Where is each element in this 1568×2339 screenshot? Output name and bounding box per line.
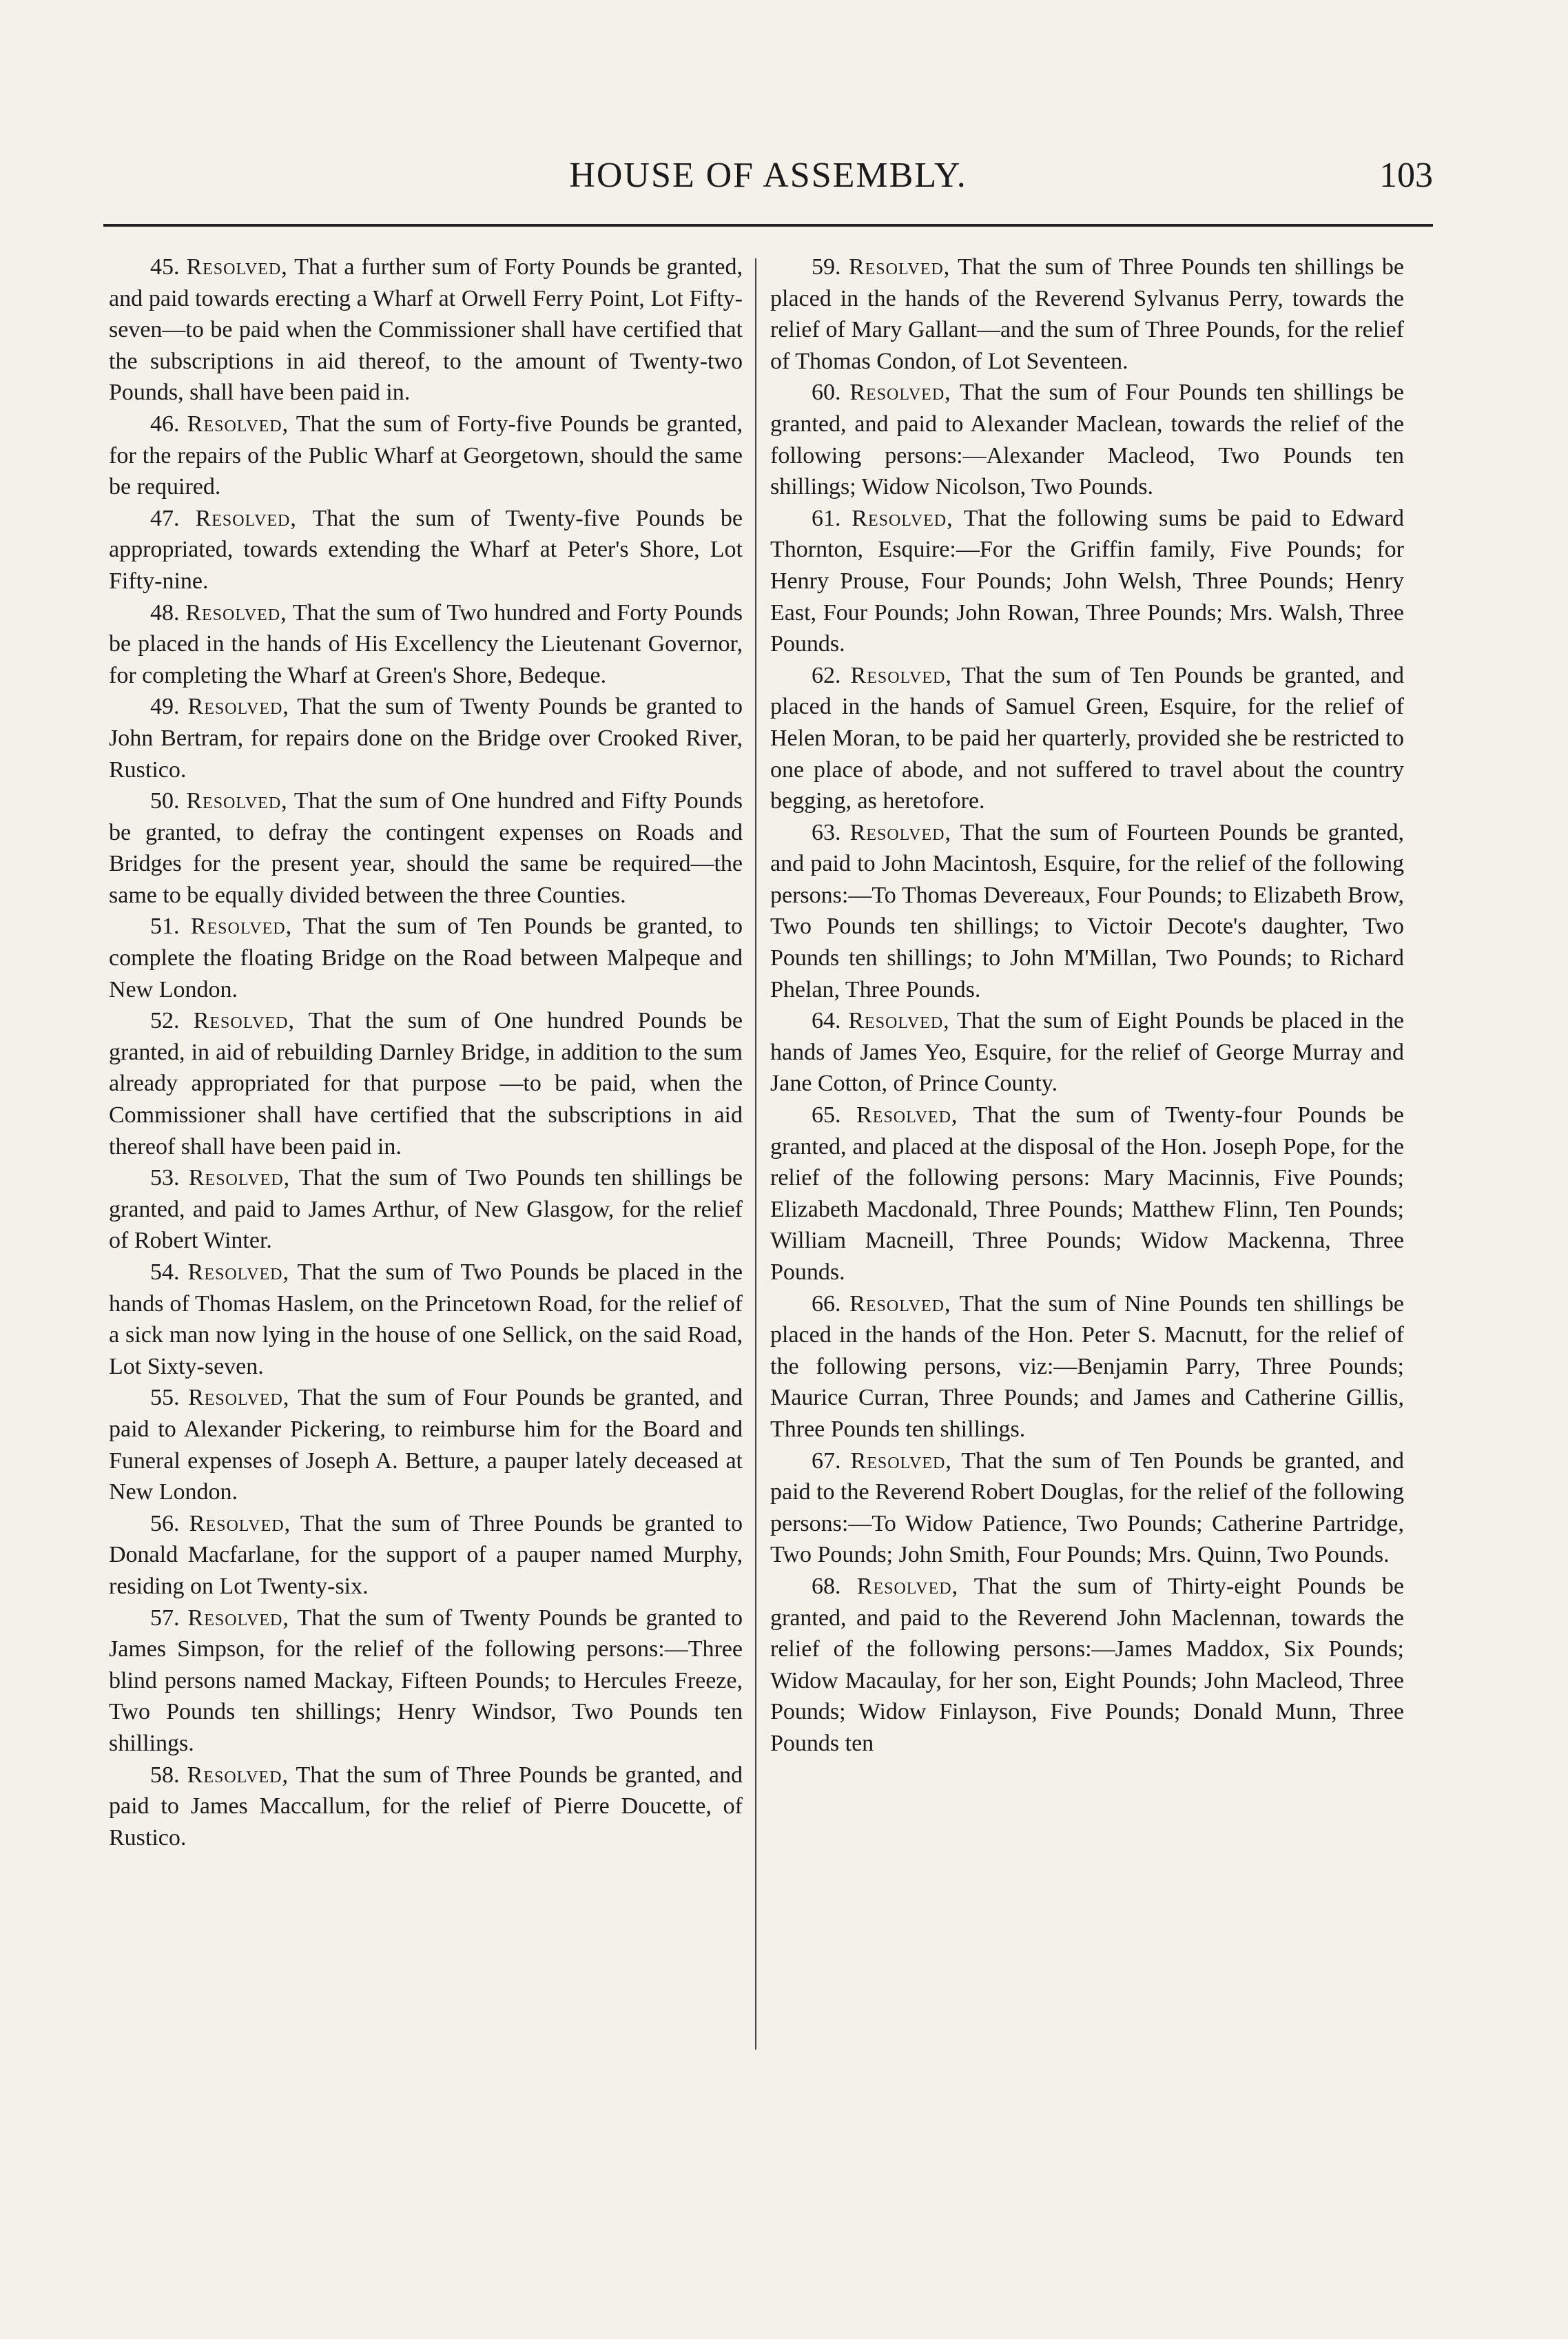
resolution-text: That the sum of Four Pounds ten shillings be granted, and paid to Alexander Maclean, towards the relief of the following persons:—Alexander Macleod, Two Pounds ten shillings; Widow Nicolson, Two Pounds. [770, 380, 1405, 500]
resolution-text: That the sum of Eight Pounds be placed in the hands of James Yeo, Esquire, for the relief of George Murray and Jane Cotton, of Prince County. [770, 1008, 1405, 1097]
text-columns [109, 251, 1432, 2070]
resolved-keyword: Resolved, [848, 1008, 950, 1034]
resolution-paragraph [109, 1508, 743, 1603]
resolution-number: 60. [812, 380, 841, 406]
resolution-number: 54. [150, 1259, 180, 1285]
resolution-number: 59. [812, 254, 841, 280]
resolution-text: That the following sums be paid to Edward Thornton, Esquire:—For the Griffin family, Five Pounds; for Henry Prouse, Four Pounds; John Welsh, Three Pounds; Henry East, Four Pounds; John Rowan, Three Pounds; Mrs. Walsh, Three Pounds. [770, 505, 1404, 657]
resolution-paragraph [770, 1571, 1404, 1760]
resolution-text: That the sum of Ten Pounds be granted, and placed in the hands of Samuel Green, Esquire, for the relief of Helen Moran, to be paid her quarterly, provided she be restricted to one place of abode, and not suffered to travel about the country begging, as heretofore. [770, 662, 1404, 814]
resolution-paragraph [770, 660, 1404, 817]
resolution-paragraph [109, 251, 743, 409]
resolution-paragraph [109, 1603, 743, 1760]
resolved-keyword: Resolved, [849, 819, 951, 845]
running-title: HOUSE OF ASSEMBLY. [569, 156, 967, 195]
resolved-keyword: Resolved, [186, 788, 288, 814]
left-column [109, 251, 743, 1853]
resolution-text: That the sum of Twenty-five Pounds be appropriated, towards extending the Wharf at Peter's Shore, Lot Fifty-nine. [109, 505, 743, 594]
resolved-keyword: Resolved, [186, 254, 288, 280]
resolution-paragraph [770, 817, 1404, 1006]
resolution-paragraph [770, 251, 1404, 377]
resolution-paragraph [109, 597, 743, 692]
resolved-keyword: Resolved, [190, 914, 293, 940]
resolved-keyword: Resolved, [188, 1165, 291, 1191]
resolution-number: 47. [150, 505, 180, 531]
resolution-number: 64. [812, 1008, 841, 1034]
page-header [103, 155, 1433, 203]
resolution-paragraph [109, 1005, 743, 1162]
resolution-paragraph [770, 1445, 1404, 1571]
resolution-paragraph [770, 377, 1404, 502]
resolution-paragraph [109, 1760, 743, 1854]
resolved-keyword: Resolved, [193, 1008, 295, 1034]
resolution-text: That the sum of Twenty Pounds be granted to John Bertram, for repairs done on the Bridge over Crooked River, Rustico. [109, 694, 743, 783]
resolution-paragraph [109, 691, 743, 785]
resolution-text: That a further sum of Forty Pounds be granted, and paid towards erecting a Wharf at Orwell Ferry Point, Lot Fifty-seven—to be paid when the Commissioner shall have certified that the subscriptions in aid thereof, to the amount of Twenty-two Pounds, shall have been paid in. [109, 254, 743, 406]
resolution-number: 63. [812, 819, 841, 845]
resolution-number: 45. [150, 254, 180, 280]
resolution-text: That the sum of Three Pounds ten shillings be placed in the hands of the Reverend Sylvanus Perry, towards the relief of Mary Gallant—and the sum of Three Pounds, for the relief of Thomas Condon, of Lot Seventeen. [770, 254, 1404, 374]
resolved-keyword: Resolved, [188, 1385, 290, 1411]
resolution-paragraph [109, 911, 743, 1005]
resolution-text: That the sum of Ten Pounds be granted, and paid to the Reverend Robert Douglas, for the relief of the following persons:—To Widow Patience, Two Pounds; Catherine Partridge, Two Pounds; John Smith, Four Pounds; Mrs. Quinn, Two Pounds. [770, 1447, 1404, 1568]
resolution-text: That the sum of Four Pounds be granted, and paid to Alexander Pickering, to reimburse him for the Board and Funeral expenses of Joseph A. Betture, a pauper lately deceased at New London. [109, 1385, 743, 1505]
resolution-number: 56. [150, 1510, 180, 1536]
resolved-keyword: Resolved, [187, 694, 289, 720]
resolution-paragraph [770, 1288, 1404, 1445]
resolved-keyword: Resolved, [850, 1447, 952, 1474]
page-number: 103 [1379, 156, 1433, 195]
resolution-number: 66. [812, 1290, 841, 1317]
resolved-keyword: Resolved, [187, 1762, 289, 1788]
resolution-number: 68. [812, 1573, 841, 1599]
resolution-text: That the sum of Thirty-eight Pounds be granted, and paid to the Reverend John Maclennan, towards the relief of the following persons:—James Maddox, Six Pounds; Widow Macaulay, for her son, Eight Pounds; John Macleod, Three Pounds; Widow Finlayson, Five Pounds; Donald Munn, Three Pounds ten [770, 1573, 1405, 1756]
resolution-number: 58. [150, 1762, 180, 1788]
resolution-text: That the sum of Two Pounds be placed in the hands of Thomas Haslem, on the Princetown Road, for the relief of a sick man now lying in the house of one Sellick, on the said Road, Lot Sixty-seven. [109, 1259, 743, 1379]
resolution-paragraph [109, 503, 743, 597]
resolution-number: 46. [150, 411, 180, 437]
resolved-keyword: Resolved, [189, 1510, 291, 1536]
resolved-keyword: Resolved, [856, 1573, 959, 1599]
resolution-number: 67. [812, 1447, 841, 1474]
resolved-keyword: Resolved, [195, 505, 297, 531]
resolution-paragraph [109, 409, 743, 503]
resolved-keyword: Resolved, [187, 1259, 289, 1285]
resolved-keyword: Resolved, [849, 380, 951, 406]
resolution-number: 52. [150, 1008, 180, 1034]
resolution-paragraph [770, 1100, 1404, 1288]
resolution-number: 49. [150, 694, 180, 720]
resolution-text: That the sum of Twenty-four Pounds be granted, and placed at the disposal of the Hon. Joseph Pope, for the relief of the following persons: Mary Macinnis, Five Pounds; Elizabeth Macdonald, Three Pounds; Matthew Flinn, Ten Pounds; William Macneill, Three Pounds; Widow Mackenna, Three Pounds. [770, 1102, 1404, 1285]
right-column [770, 251, 1404, 1760]
resolution-paragraph [109, 1382, 743, 1507]
resolution-text: That the sum of Three Pounds be granted, and paid to James Maccallum, for the relief of Pierre Doucette, of Rustico. [109, 1762, 743, 1851]
resolution-paragraph [109, 1162, 743, 1257]
resolution-number: 55. [150, 1385, 180, 1411]
resolution-number: 61. [812, 505, 841, 531]
column-divider [755, 258, 756, 2050]
resolution-paragraph [770, 503, 1404, 660]
resolution-text: That the sum of Two Pounds ten shillings be granted, and paid to James Arthur, of New Glasgow, for the relief of Robert Winter. [109, 1165, 743, 1254]
resolved-keyword: Resolved, [187, 411, 289, 437]
resolution-number: 50. [150, 788, 180, 814]
resolution-paragraph [770, 1005, 1404, 1100]
resolution-text: That the sum of Ten Pounds be granted, to complete the floating Bridge on the Road between Malpeque and New London. [109, 914, 743, 1002]
resolution-text: That the sum of Two hundred and Forty Pounds be placed in the hands of His Excellency the Lieutenant Governor, for completing the Wharf at Green's Shore, Bedeque. [109, 599, 743, 688]
header-rule [103, 224, 1433, 227]
resolved-keyword: Resolved, [852, 505, 953, 531]
resolved-keyword: Resolved, [187, 1605, 289, 1631]
resolution-number: 65. [812, 1102, 841, 1129]
resolution-text: That the sum of Nine Pounds ten shillings be placed in the hands of the Hon. Peter S. Macnutt, for the relief of the following persons, viz:—Benjamin Parry, Three Pounds; Maurice Curran, Three Pounds; and James and Catherine Gillis, Three Pounds ten shillings. [770, 1290, 1405, 1442]
resolution-text: That the sum of Fourteen Pounds be granted, and paid to John Macintosh, Esquire, for the relief of the following persons:—To Thomas Devereaux, Four Pounds; to Elizabeth Brow, Two Pounds ten shillings; to Victoir Decote's daughter, Two Pounds ten shillings; to John M'Millan, Two Pounds; to Richard Phelan, Three Pounds. [770, 819, 1404, 1002]
resolved-keyword: Resolved, [856, 1102, 958, 1129]
resolution-paragraph [109, 1257, 743, 1382]
resolution-number: 62. [812, 662, 841, 688]
resolved-keyword: Resolved, [850, 662, 952, 688]
resolution-text: That the sum of Twenty Pounds be granted to James Simpson, for the relief of the following persons:—Three blind persons named Mackay, Fifteen Pounds; to Hercules Freeze, Two Pounds ten shillings; Henry Windsor, Two Pounds ten shillings. [109, 1605, 743, 1756]
resolved-keyword: Resolved, [185, 599, 287, 626]
resolved-keyword: Resolved, [848, 254, 951, 280]
resolved-keyword: Resolved, [849, 1290, 951, 1317]
resolution-number: 48. [150, 599, 180, 626]
resolution-text: That the sum of Forty-five Pounds be granted, for the repairs of the Public Wharf at Georgetown, should the same be required. [109, 411, 743, 500]
resolution-number: 57. [150, 1605, 180, 1631]
resolution-text: That the sum of One hundred Pounds be granted, in aid of rebuilding Darnley Bridge, in addition to the sum already appropriated for that purpose —to be paid, when the Commissioner shall have certified that the subscriptions in aid thereof shall have been paid in. [109, 1008, 743, 1160]
resolution-paragraph [109, 785, 743, 911]
resolution-text: That the sum of Three Pounds be granted to Donald Macfarlane, for the support of a pauper named Murphy, residing on Lot Twenty-six. [109, 1510, 743, 1599]
resolution-number: 53. [150, 1165, 180, 1191]
resolution-text: That the sum of One hundred and Fifty Pounds be granted, to defray the contingent expenses on Roads and Bridges for the present year, should the same be required—the same to be equally divided between the three Counties. [109, 788, 743, 908]
resolution-number: 51. [150, 914, 180, 940]
